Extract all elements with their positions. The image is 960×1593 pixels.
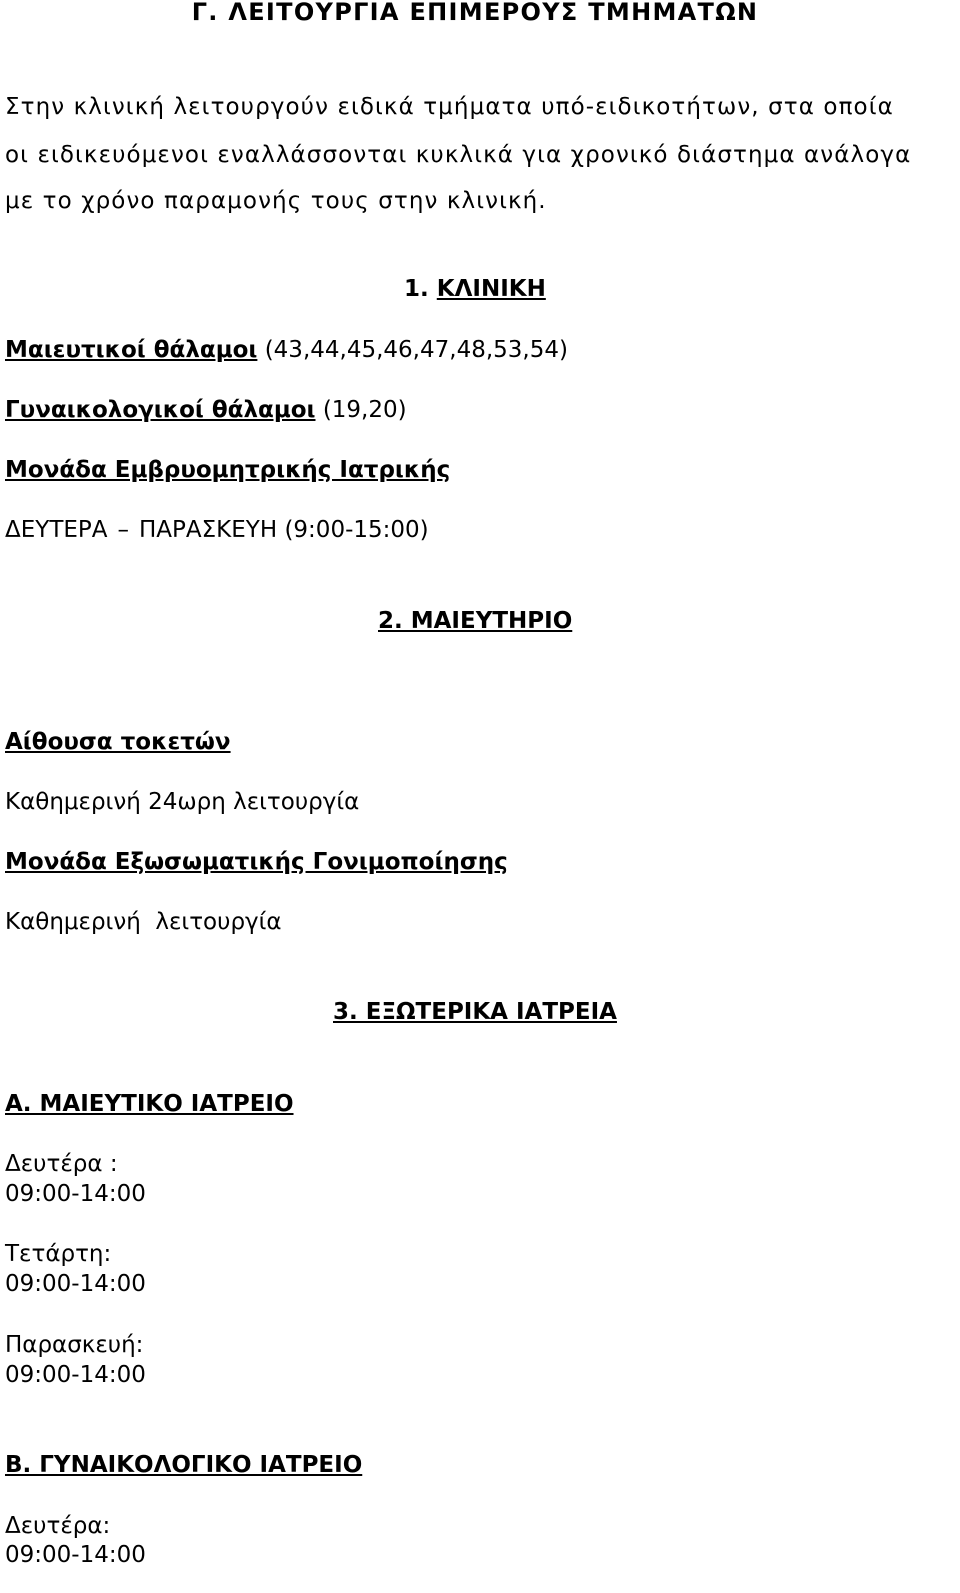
clinic-schedule (5, 516, 429, 544)
obstetric-hours-3: 09:00-14:00 (5, 1362, 146, 1388)
gyn-wards-label: Γυναικολογικοί θάλαμοι (5, 397, 316, 423)
ivf-unit-label: Μονάδα Εξωσωματικής Γονιμοποίησης (5, 849, 508, 875)
gyn-clinic-heading: Β. ΓΥΝΑΙΚΟΛΟΓΙΚΟ ΙΑΤΡΕΙΟ (5, 1452, 363, 1478)
clinic-heading (404, 275, 546, 303)
ivf-unit-hours: Καθημερινή λειτουργία (5, 909, 282, 935)
intro-line-2: οι ειδικευόμενοι εναλλάσσονται κυκλικά για χρονικό διάστημα ανάλογα (5, 142, 912, 168)
clinic-schedule-dash: – (117, 517, 130, 543)
gyn-day-1: Δευτέρα: (5, 1513, 111, 1539)
maternity-wards-label: Μαιευτικοί θάλαμοι (5, 337, 258, 363)
delivery-heading: 2. ΜΑΙΕΥΤΗΡΙΟ (378, 608, 573, 634)
fetal-unit-label: Μονάδα Εμβρυομητρικής Ιατρικής (5, 457, 451, 483)
delivery-room-hours: Καθημερινή 24ωρη λειτουργία (5, 789, 360, 815)
intro-line-3: με το χρόνο παραμονής τους στην κλινική. (5, 188, 547, 214)
obstetric-hours-2: 09:00-14:00 (5, 1271, 146, 1297)
maternity-wards-line (5, 336, 568, 364)
clinic-heading-text: ΚΛΙΝΙΚΗ (436, 276, 546, 302)
clinic-schedule-from: ΔΕΥΤΕΡΑ (5, 517, 108, 543)
obstetric-clinic-heading: Α. ΜΑΙΕΥΤΙΚΟ ΙΑΤΡΕΙΟ (5, 1091, 294, 1117)
maternity-wards-value: (43,44,45,46,47,48,53,54) (264, 337, 568, 363)
document-title: Γ. ΛΕΙΤΟΥΡΓΙΑ ΕΠΙΜΕΡΟΥΣ ΤΜΗΜΑΤΩΝ (191, 0, 759, 26)
obstetric-day-1: Δευτέρα : (5, 1151, 118, 1177)
clinic-schedule-to: ΠΑΡΑΣΚΕΥΗ (9:00-15:00) (139, 517, 429, 543)
intro-line-1: Στην κλινική λειτουργούν ειδικά τμήματα υπό-ειδικοτήτων, στα οποία (5, 94, 894, 120)
clinic-heading-number: 1. (404, 276, 429, 302)
outpatient-heading: 3. ΕΞΩΤΕΡΙΚΑ ΙΑΤΡΕΙΑ (333, 999, 617, 1025)
gyn-hours-1: 09:00-14:00 (5, 1542, 146, 1568)
delivery-room-label: Αίθουσα τοκετών (5, 729, 231, 755)
obstetric-day-3: Παρασκευή: (5, 1332, 144, 1358)
gyn-wards-value: (19,20) (322, 397, 407, 423)
gyn-wards-line (5, 396, 407, 424)
obstetric-day-2: Τετάρτη: (5, 1241, 112, 1267)
obstetric-hours-1: 09:00-14:00 (5, 1181, 146, 1207)
